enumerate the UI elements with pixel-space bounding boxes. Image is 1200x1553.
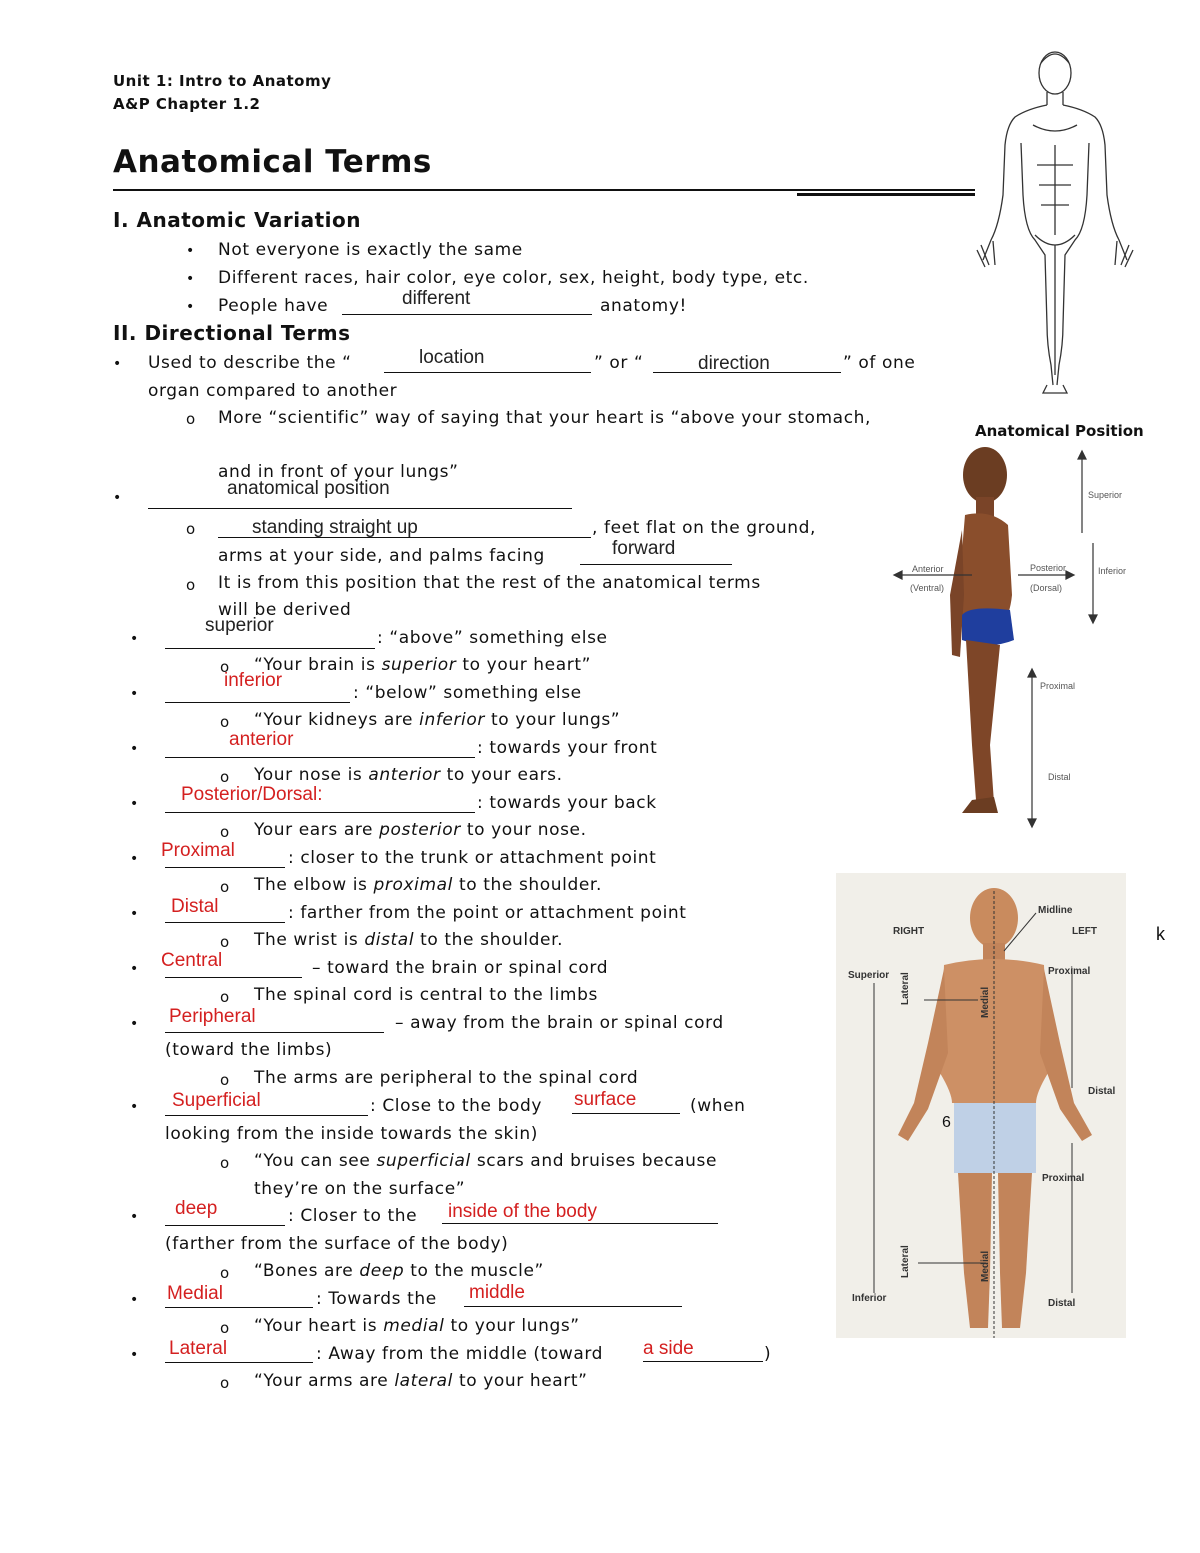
answer-text: inferior [224,670,283,691]
bullet: • [130,1209,139,1225]
label-proximal: Proximal [1048,966,1091,977]
answer-blank [165,1307,313,1308]
answer-blank [165,977,302,978]
answer-blank [165,702,350,703]
example: they’re on the surface” [254,1179,466,1199]
sub-bullet: o [220,823,230,841]
bullet: • [130,906,139,922]
term-definition: : “above” something else [377,628,608,648]
answer-text: Lateral [169,1338,228,1359]
bullet: • [113,356,122,372]
section-heading-directional: II. Directional Terms [113,321,351,345]
bullet: • [186,243,195,259]
label-anterior: Anterior [912,564,944,574]
term-definition: : Closer to the [288,1206,418,1226]
label-proximal-lower: Proximal [1042,1173,1085,1184]
answer-text: anatomical position [227,478,390,499]
section-heading-variation: I. Anatomic Variation [113,208,362,232]
answer-blank [165,1362,313,1363]
answer-text: location [419,347,485,368]
label-dorsal: (Dorsal) [1030,583,1063,593]
sub-bullet: o [220,1154,230,1172]
answer-text: deep [175,1198,218,1219]
sub-bullet: o [220,658,230,676]
label-distal-lower: Distal [1048,1298,1076,1309]
answer-text: superior [205,615,274,636]
answer-text: surface [574,1089,637,1110]
example: “Bones are deep to the muscle” [254,1261,544,1281]
label-ventral: (Ventral) [910,583,945,593]
title-rule [113,189,975,191]
label-superior: Superior [848,970,890,981]
label-lateral: Lateral [900,972,911,1005]
answer-text: Peripheral [169,1006,256,1027]
label-proximal: Proximal [1040,681,1076,691]
body-silhouette-front [898,888,1092,1328]
side-view-figure [890,445,1140,830]
example: “You can see superficial scars and bruises because [254,1151,718,1171]
answer-text: Distal [171,896,219,917]
bullet: • [130,631,139,647]
answer-blank [442,1223,718,1224]
answer-blank [165,648,375,649]
answer-text: Medial [167,1283,223,1304]
term-definition: ) [764,1344,772,1364]
term-definition: : Away from the middle (toward [316,1344,604,1364]
bullet: • [130,686,139,702]
answer-text: standing straight up [252,517,418,538]
term-definition: (toward the limbs) [165,1040,333,1060]
term-definition: : “below” something else [353,683,582,703]
answer-blank [148,508,572,509]
bullet: • [130,1016,139,1032]
answer-blank [572,1113,680,1114]
example: “Your heart is medial to your lungs” [254,1316,580,1336]
sub-bullet: o [220,1319,230,1337]
list-item: Different races, hair color, eye color, sex, height, body type, etc. [218,268,809,288]
term-definition: : towards your front [477,738,658,758]
answer-text: Proximal [161,840,235,861]
label-midline: Midline [1038,905,1073,916]
term-definition: – toward the brain or spinal cord [312,958,609,978]
sub-bullet: o [220,1264,230,1282]
example: Your ears are posterior to your nose. [254,820,587,840]
label-distal: Distal [1088,1086,1116,1097]
sub-bullet: o [220,713,230,731]
label-left: LEFT [1072,926,1097,937]
answer-text: inside of the body [448,1201,597,1222]
sub-bullet: o [220,988,230,1006]
list-item: ” or “ [594,353,644,373]
term-definition: : farther from the point or attachment point [288,903,687,923]
answer-text: different [402,288,471,309]
label-lateral-lower: Lateral [900,1245,911,1278]
list-item: People have [218,296,329,316]
answer-blank [165,1115,368,1116]
answer-blank [165,867,285,868]
bullet: • [113,490,122,506]
label-posterior: Posterior [1030,563,1067,573]
list-item: anatomy! [600,296,687,316]
label-inferior: Inferior [852,1293,887,1304]
sub-bullet: o [186,520,196,538]
answer-blank [165,1032,384,1033]
term-definition: – away from the brain or spinal cord [395,1013,724,1033]
bullet: • [130,851,139,867]
label-medial-lower: Medial [980,1250,991,1282]
answer-text: forward [612,538,676,559]
body-silhouette-side [950,447,1014,813]
sub-bullet: o [220,1071,230,1089]
bullet: • [186,271,195,287]
example: The wrist is distal to the shoulder. [254,930,564,950]
sub-bullet: o [220,878,230,896]
example: The spinal cord is central to the limbs [254,985,598,1005]
answer-blank [165,812,475,813]
term-definition: : Close to the body [370,1096,543,1116]
example: The arms are peripheral to the spinal cord [254,1068,639,1088]
sub-bullet: o [220,933,230,951]
sub-bullet: o [220,1374,230,1392]
sub-bullet: o [220,768,230,786]
term-definition: : closer to the trunk or attachment point [288,848,657,868]
label-right: RIGHT [893,926,925,937]
term-definition: (farther from the surface of the body) [165,1234,509,1254]
label-superior: Superior [1088,490,1123,500]
list-item: It is from this position that the rest of the anatomical terms [218,573,761,593]
unit-label: Unit 1: Intro to Anatomy [113,72,332,90]
example: The elbow is proximal to the shoulder. [254,875,602,895]
answer-blank [165,922,285,923]
answer-blank [384,372,591,373]
label-distal: Distal [1048,772,1071,782]
label-medial: Medial [980,986,991,1018]
example: Your nose is anterior to your ears. [254,765,563,785]
list-item: arms at your side, and palms facing [218,546,545,566]
answer-text: Posterior/Dorsal: [181,784,323,805]
bullet: • [130,961,139,977]
list-item: Used to describe the “ [148,353,352,373]
page-title: Anatomical Terms [113,144,432,180]
figure-number: 6 [942,1114,951,1131]
term-definition: : Towards the [316,1289,437,1309]
list-item: ” of one [843,353,916,373]
bullet: • [130,1099,139,1115]
bullet: • [130,741,139,757]
list-item: More “scientific” way of saying that your heart is “above your stomach, [218,408,872,428]
list-item: , feet flat on the ground, [592,518,817,538]
answer-text: middle [469,1282,525,1303]
list-item: will be derived [218,600,352,620]
answer-blank [165,1225,285,1226]
list-item: Not everyone is exactly the same [218,240,523,260]
answer-blank [342,314,592,315]
label-inferior: Inferior [1098,566,1127,576]
example: “Your brain is superior to your heart” [254,655,592,675]
answer-blank [165,757,475,758]
answer-text: Superficial [172,1090,261,1111]
stray-letter: k [1156,924,1165,944]
answer-blank [464,1306,682,1307]
figure-caption: Anatomical Position [975,422,1144,440]
example: “Your arms are lateral to your heart” [254,1371,588,1391]
bullet: • [186,299,195,315]
term-definition: (when [690,1096,746,1116]
anatomical-position-drawing [975,45,1175,405]
bullet: • [130,1347,139,1363]
answer-blank [643,1361,763,1362]
term-definition: looking from the inside towards the skin) [165,1124,538,1144]
bullet: • [130,796,139,812]
term-definition: : towards your back [477,793,657,813]
answer-text: a side [643,1338,694,1359]
answer-text: anterior [229,729,294,750]
list-item: and in front of your lungs” [218,462,459,482]
example: “Your kidneys are inferior to your lungs” [254,710,621,730]
answer-blank [580,564,732,565]
bullet: • [130,1292,139,1308]
chapter-label: A&P Chapter 1.2 [113,95,261,113]
sub-bullet: o [186,410,196,428]
list-item: organ compared to another [148,381,398,401]
answer-text: Central [161,950,223,971]
title-rule-accent [797,193,975,196]
answer-text: direction [698,353,770,374]
sub-bullet: o [186,576,196,594]
